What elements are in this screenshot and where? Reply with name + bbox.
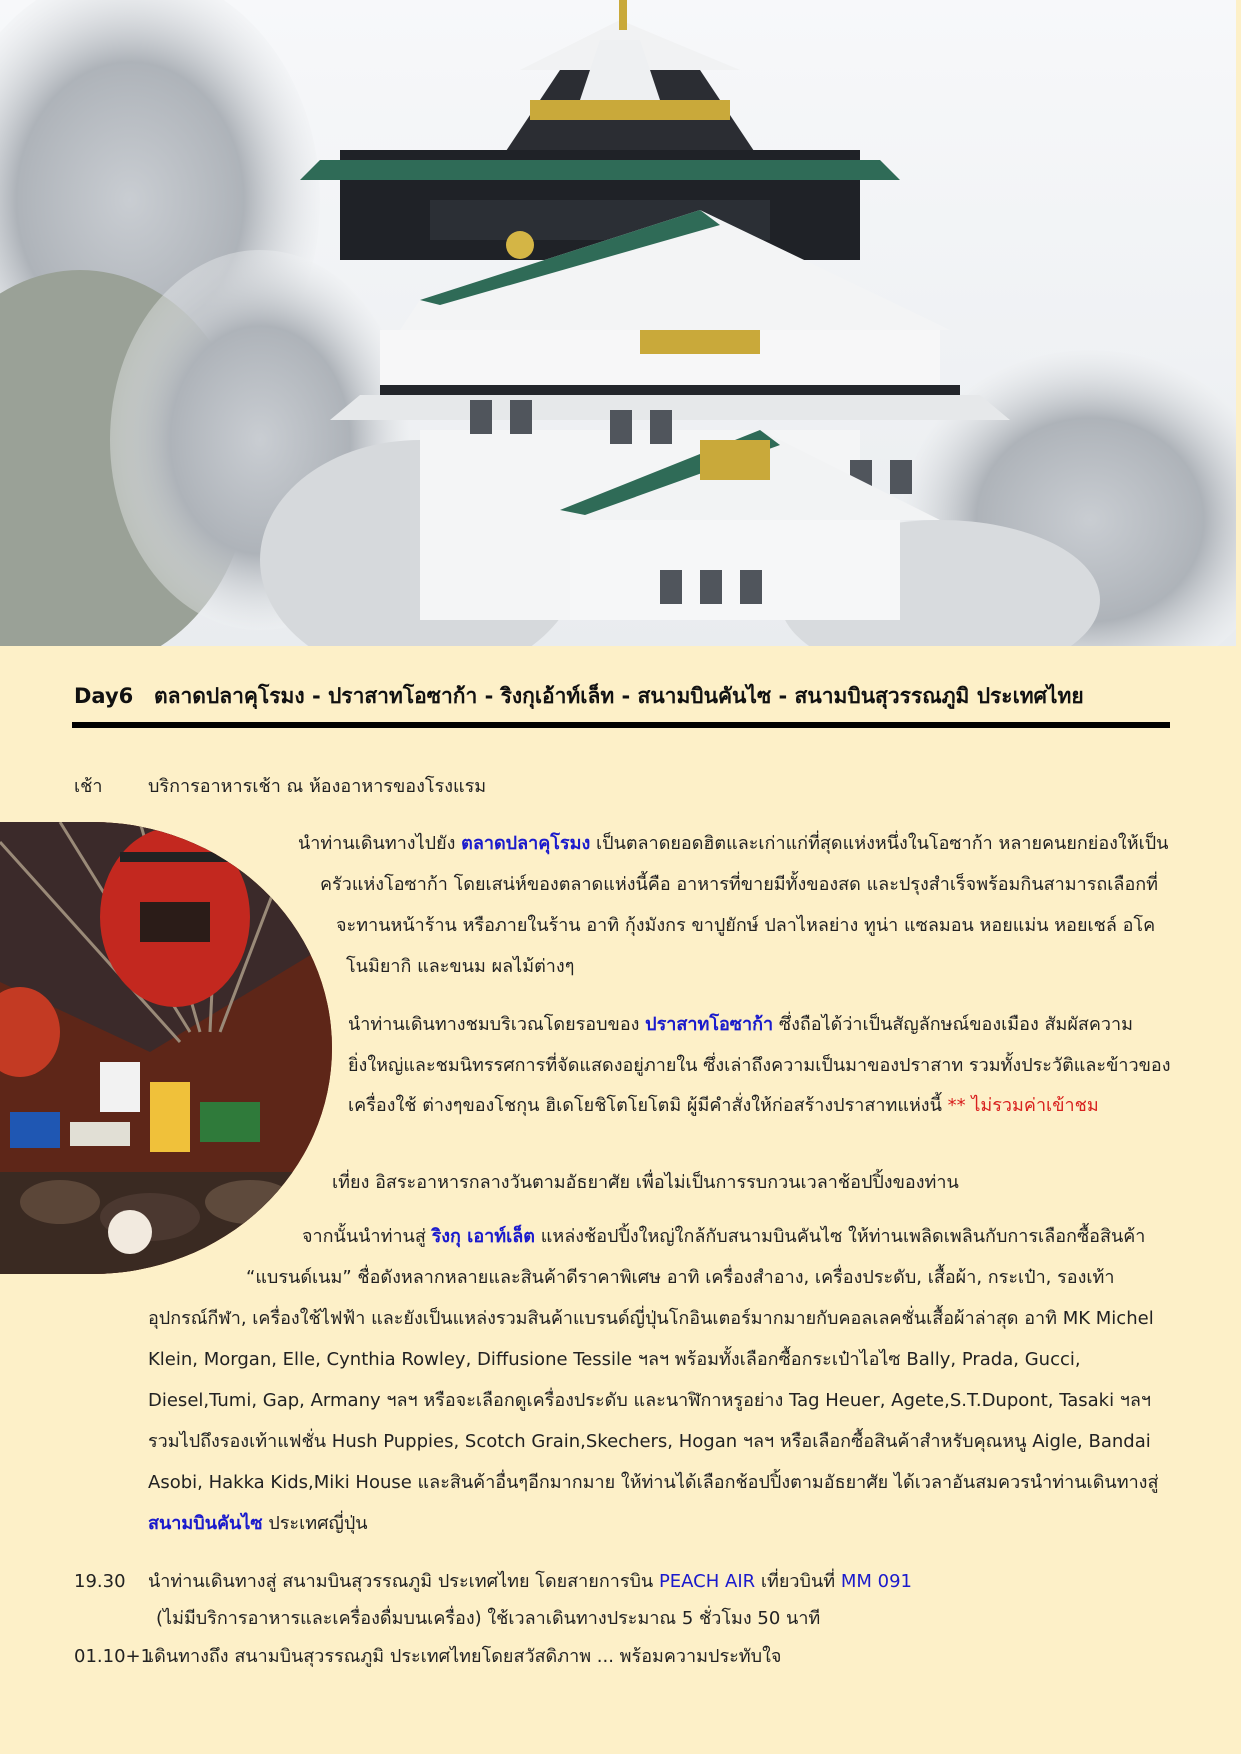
morning-time: เช้า [74,776,103,797]
kuromon-line-4: โนมิยากิ และขนม ผลไม้ต่างๆ [346,956,575,977]
kuromon-line-1: นำท่านเดินทางไปยัง ตลาดปลาคุโรมง เป็นตลาดยอดฮิตและเก่าแก่ที่สุดแห่งหนึ่งในโอซาก้า หลายคนยกย่องให้เป็น [298,833,1169,854]
flight-time: 19.30 [74,1571,126,1592]
rinku-line-2: “แบรนด์เนม” ชื่อดังหลากหลายและสินค้าดีราคาพิเศษ อาทิ เครื่องสำอาง, เครื่องประดับ, เสื้อผ้า, กระเป๋า, รองเท้า [246,1267,1115,1288]
rinku-line-6: รวมไปถึงรองเท้าแฟชั่น Hush Puppies, Scotch Grain,Skechers, Hogan ฯลฯ หรือเลือกซื้อสินค้าสำหรับคุณหนู Aigle, Bandai [148,1431,1151,1452]
rinku-line-8: สนามบินคันไซ ประเทศญี่ปุ่น [148,1513,368,1534]
admission-note: ** ไม่รวมค่าเข้าชม [947,1095,1099,1116]
rinku-outlet-link: ริงกุ เอาท์เล็ต [431,1226,535,1247]
rinku-line-1: จากนั้นนำท่านสู่ ริงกุ เอาท์เล็ต แหล่งช้อปปิ้งใหญ่ใกล้กับสนามบินคันไซ ให้ท่านเพลิดเพลินกับการเลือกซื้อสินค้า [302,1226,1146,1247]
kuromon-market-link: ตลาดปลาคุโรมง [461,833,591,854]
castle-line-3: เครื่องใช้ ต่างๆของโชกุน ฮิเดโยชิโตโยโตมิ ผู้มีคำสั่งให้ก่อสร้างปราสาทแห่งนี้ ** ไม่รวมค่าเข้าชม [348,1095,1099,1116]
flight-line-1: นำท่านเดินทางสู่ สนามบินสุวรรณภูมิ ประเทศไทย โดยสายการบิน PEACH AIR เที่ยวบินที่ MM 091 [148,1571,912,1592]
flight-number: MM 091 [840,1571,912,1592]
day-title: ตลาดปลาคุโรมง - ปราสาทโอซาก้า - ริงกุเอ้าท์เล็ท - สนามบินคันไซ - สนามบินสุวรรณภูมิ ประเทศไทย [154,684,1084,708]
rinku-line-7: Asobi, Hakka Kids,Miki House และสินค้าอื่นๆอีกมากมาย ให้ท่านได้เลือกช้อปปิ้งตามอัธยาศัย ได้เวลาอันสมควรนำท่านเดินทางสู่ [148,1472,1159,1493]
day-heading [74,680,1170,713]
rinku-line-5: Diesel,Tumi, Gap, Armany ฯลฯ หรือจะเลือกดูเครื่องประดับ และนาฬิกาหรูอย่าง Tag Heuer, Agete,S.T.Dupont, Tasaki ฯลฯ [148,1390,1152,1411]
kansai-airport-link: สนามบินคันไซ [148,1513,263,1534]
rinku-line-3: อุปกรณ์กีฬา, เครื่องใช้ไฟฟ้า และยังเป็นแหล่งรวมสินค้าแบรนด์ญี่ปุ่นโกอินเตอร์มากมายกับคอลเลคชั่นเสื้อผ้าล่าสุด อาทิ MK Michel [148,1308,1154,1329]
castle-line-2: ยิ่งใหญ่และชมนิทรรศการที่จัดแสดงอยู่ภายใน ซึ่งเล่าถึงความเป็นมาของปราสาท รวมทั้งประวัติและข้าวของ [348,1055,1171,1076]
flight-line-2: (ไม่มีบริการอาหารและเครื่องดื่มบนเครื่อง) ใช้เวลาเดินทางประมาณ 5 ชั่วโมง 50 นาที [156,1608,821,1629]
airline-name: PEACH AIR [658,1571,756,1592]
osaka-castle-link: ปราสาทโอซาก้า [645,1014,774,1035]
arrival-text: เดินทางถึง สนามบินสุวรรณภูมิ ประเทศไทยโดยสวัสดิภาพ ... พร้อมความประทับใจ [148,1646,782,1667]
morning-text: บริการอาหารเช้า ณ ห้องอาหารของโรงแรม [148,776,487,797]
day-label: Day6 [74,684,134,708]
rinku-line-4: Klein, Morgan, Elle, Cynthia Rowley, Diffusione Tessile ฯลฯ พร้อมทั้งเลือกซื้อกระเป๋าไอไซ Bally, Prada, Gucci, [148,1349,1081,1370]
lunch-text: เที่ยง อิสระอาหารกลางวันตามอัธยาศัย เพื่อไม่เป็นการรบกวนเวลาช้อปปิ้งของท่าน [332,1172,959,1193]
kuromon-line-3: จะทานหน้าร้าน หรือภายในร้าน อาทิ กุ้งมังกร ขาปูยักษ์ ปลาไหลย่าง ทูน่า แซลมอน หอยแม่น หอยเชล์ อโค [336,915,1156,936]
arrival-time: 01.10+1 [74,1646,153,1667]
kuromon-line-2: ครัวแห่งโอซาก้า โดยเสน่ห์ของตลาดแห่งนี้คือ อาหารที่ขายมีทั้งของสด และปรุงสำเร็จพร้อมกินสามารถเลือกที่ [320,874,1159,895]
castle-line-1: นำท่านเดินทางชมบริเวณโดยรอบของ ปราสาทโอซาก้า ซึ่งถือได้ว่าเป็นสัญลักษณ์ของเมือง สัมผัสความ [348,1014,1133,1035]
heading-rule [72,722,1170,728]
kuromon-market-photo [0,822,332,1274]
osaka-castle-photo [0,0,1236,646]
